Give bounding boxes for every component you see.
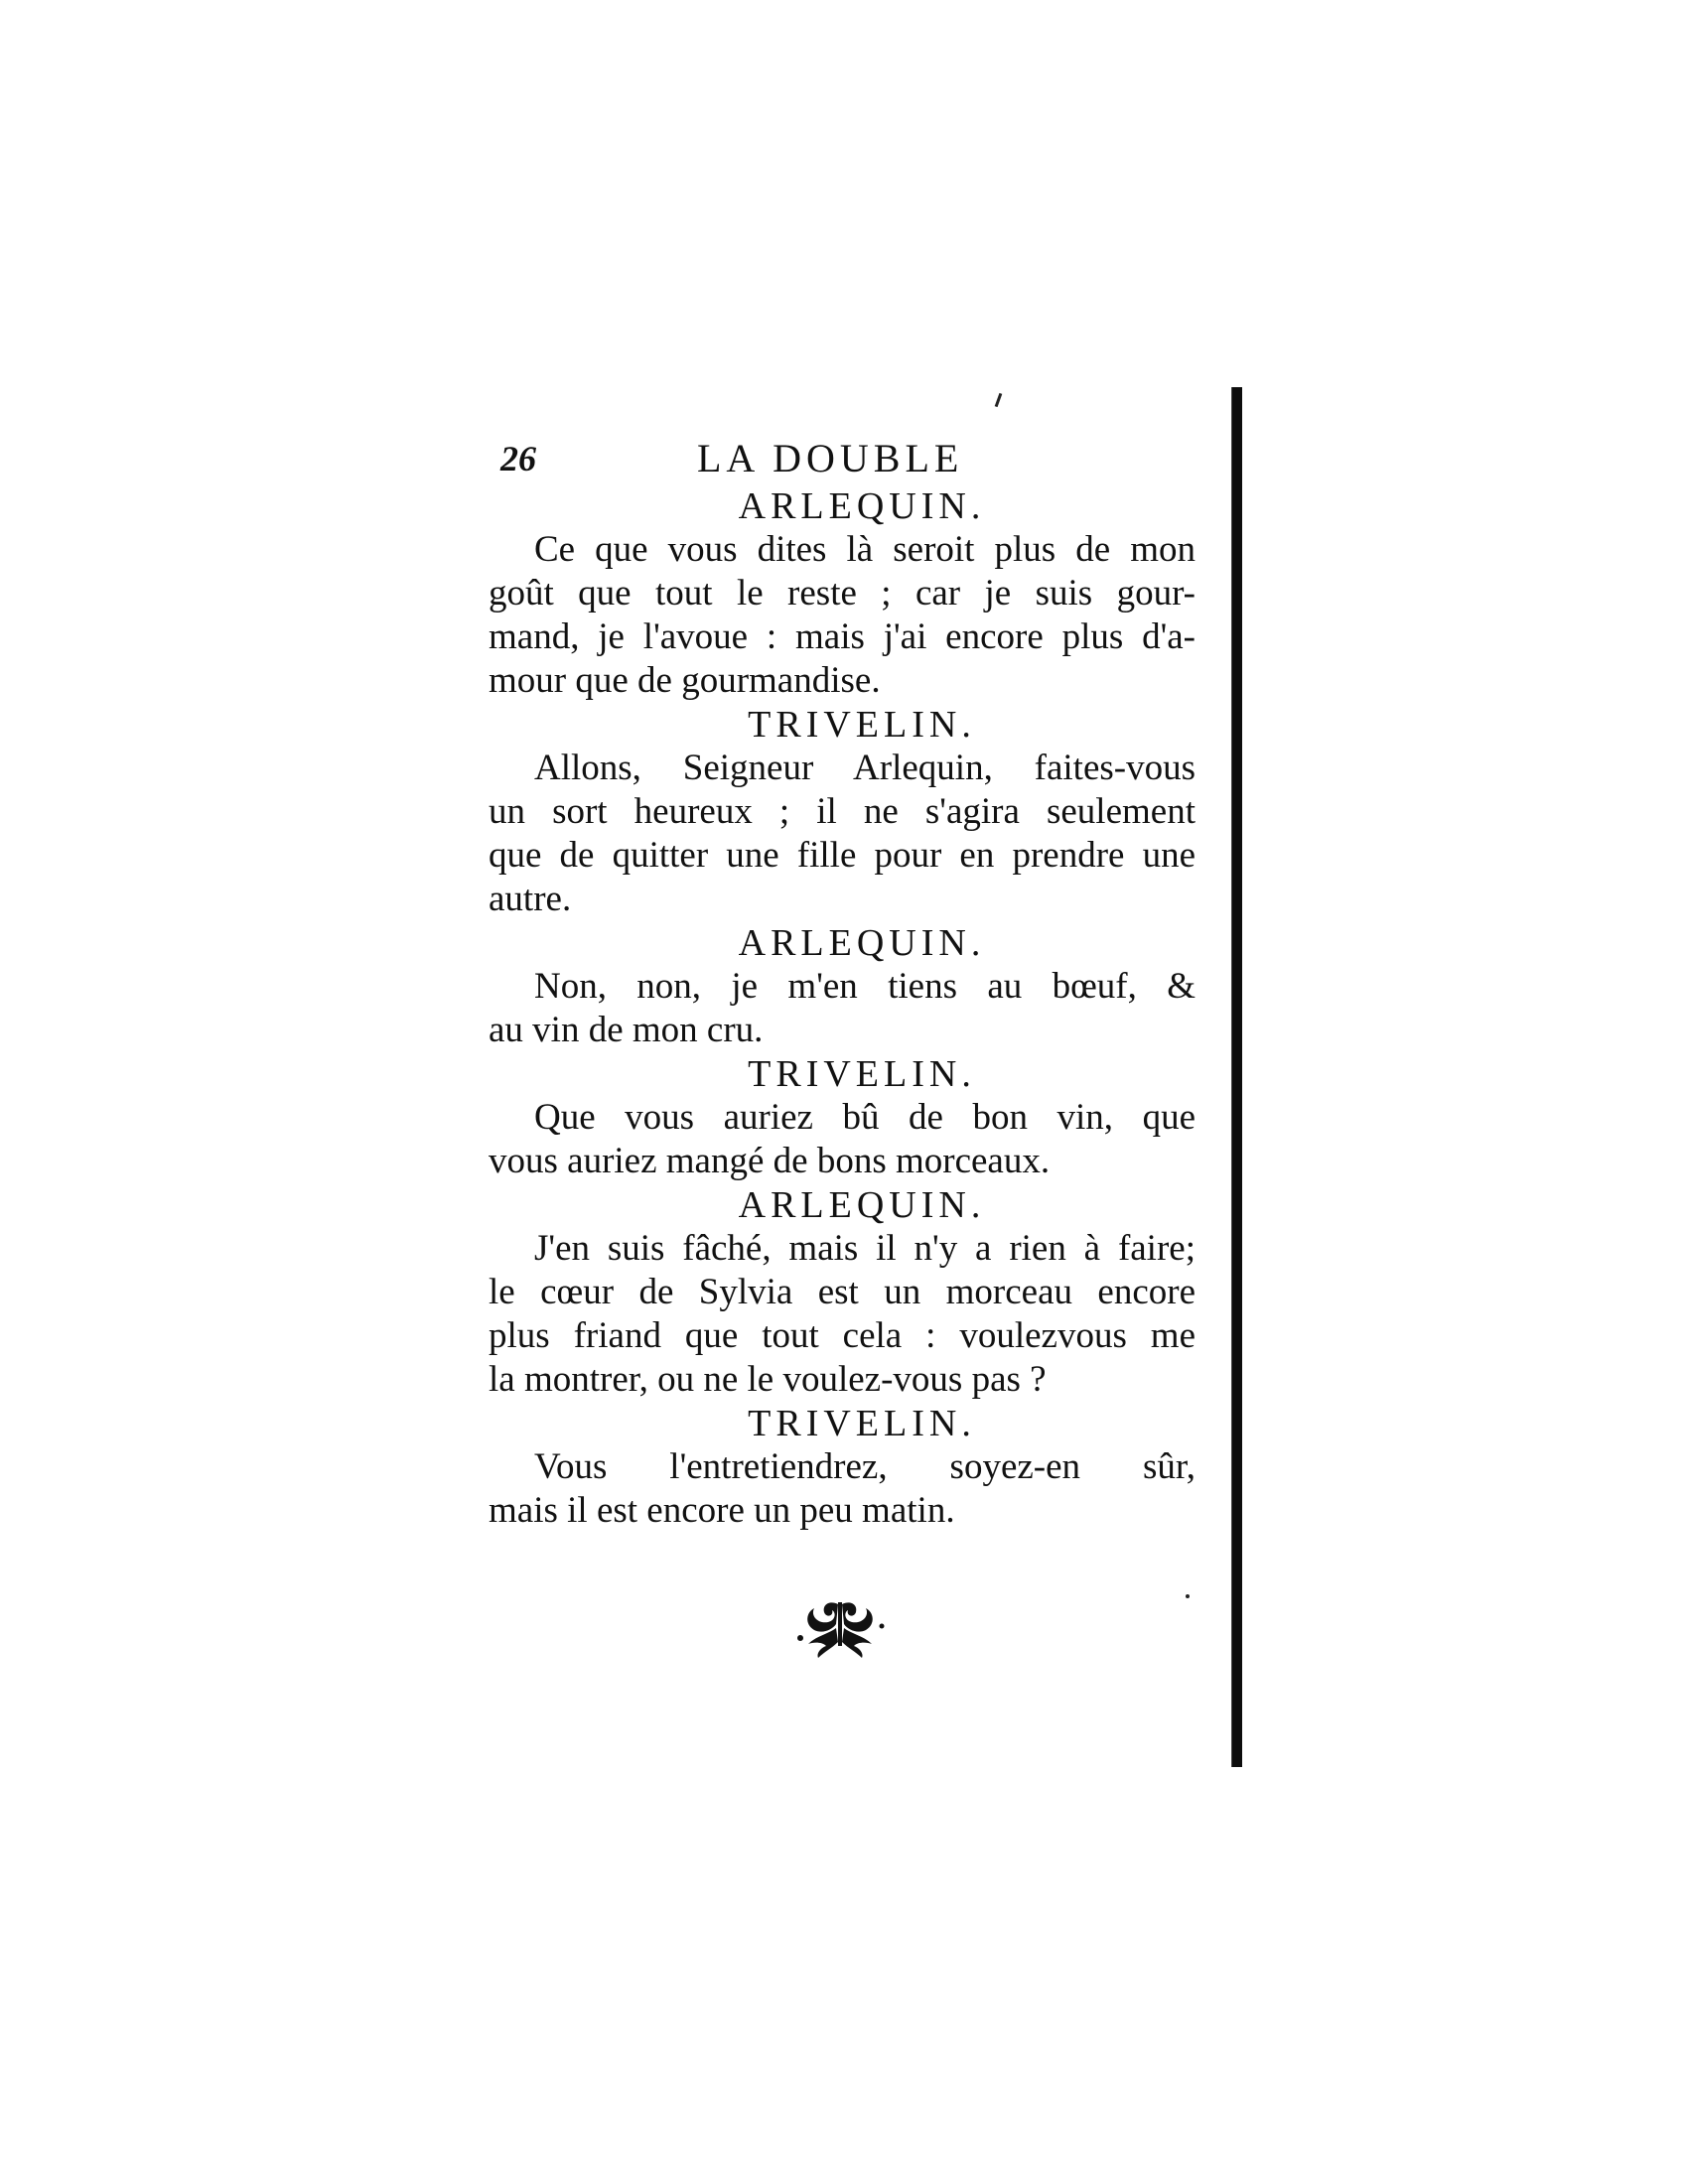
stray-dot-mark [1186, 1594, 1190, 1598]
dialogue-line: autre. [489, 879, 572, 919]
binding-edge [1231, 387, 1242, 1767]
dialogue-line: Que vous auriez bû de bon vin, que [534, 1097, 1196, 1138]
speaker-name: TRIVELIN. [748, 704, 976, 746]
speaker-name: TRIVELIN. [748, 1403, 976, 1444]
dialogue-line: goût que tout le reste ; car je suis gour- [489, 573, 1196, 614]
dialogue [489, 484, 1196, 1533]
dialogue-line: J'en suis fâché, mais il n'y a rien à faire; [534, 1228, 1196, 1269]
page-number: 26 [500, 439, 536, 478]
text-block [489, 437, 1196, 1533]
dialogue-line: Allons, Seigneur Arlequin, faites-vous [534, 748, 1196, 788]
speaker-name: ARLEQUIN. [738, 922, 986, 964]
dialogue-line: un sort heureux ; il ne s'agira seulement [489, 791, 1196, 832]
stray-ink-mark [995, 393, 1003, 407]
running-title: LA DOUBLE [697, 436, 964, 480]
dialogue-line: mais il est encore un peu matin. [489, 1490, 955, 1531]
dialogue-line: mand, je l'avoue : mais j'ai encore plus d'a- [489, 616, 1196, 657]
dialogue-line: le cœur de Sylvia est un morceau encore [489, 1272, 1196, 1312]
page-header [489, 437, 1196, 482]
dialogue-line: au vin de mon cru. [489, 1010, 764, 1050]
dialogue-line: la montrer, ou ne le voulez-vous pas ? [489, 1359, 1047, 1400]
dialogue-line: mour que de gourmandise. [489, 660, 881, 701]
dialogue-line: plus friand que tout cela : voulezvous me [489, 1315, 1196, 1356]
fleuron-icon [792, 1598, 888, 1660]
dialogue-line: que de quitter une fille pour en prendre une [489, 835, 1196, 876]
dialogue-line: Vous l'entretiendrez, soyez-en sûr, [534, 1446, 1196, 1487]
speaker-name: ARLEQUIN. [738, 485, 986, 527]
dialogue-line: Ce que vous dites là seroit plus de mon [534, 529, 1196, 570]
speaker-name: ARLEQUIN. [738, 1184, 986, 1226]
dialogue-line: Non, non, je m'en tiens au bœuf, & [534, 966, 1196, 1007]
speaker-name: TRIVELIN. [748, 1053, 976, 1095]
dialogue-line: vous auriez mangé de bons morceaux. [489, 1141, 1051, 1181]
